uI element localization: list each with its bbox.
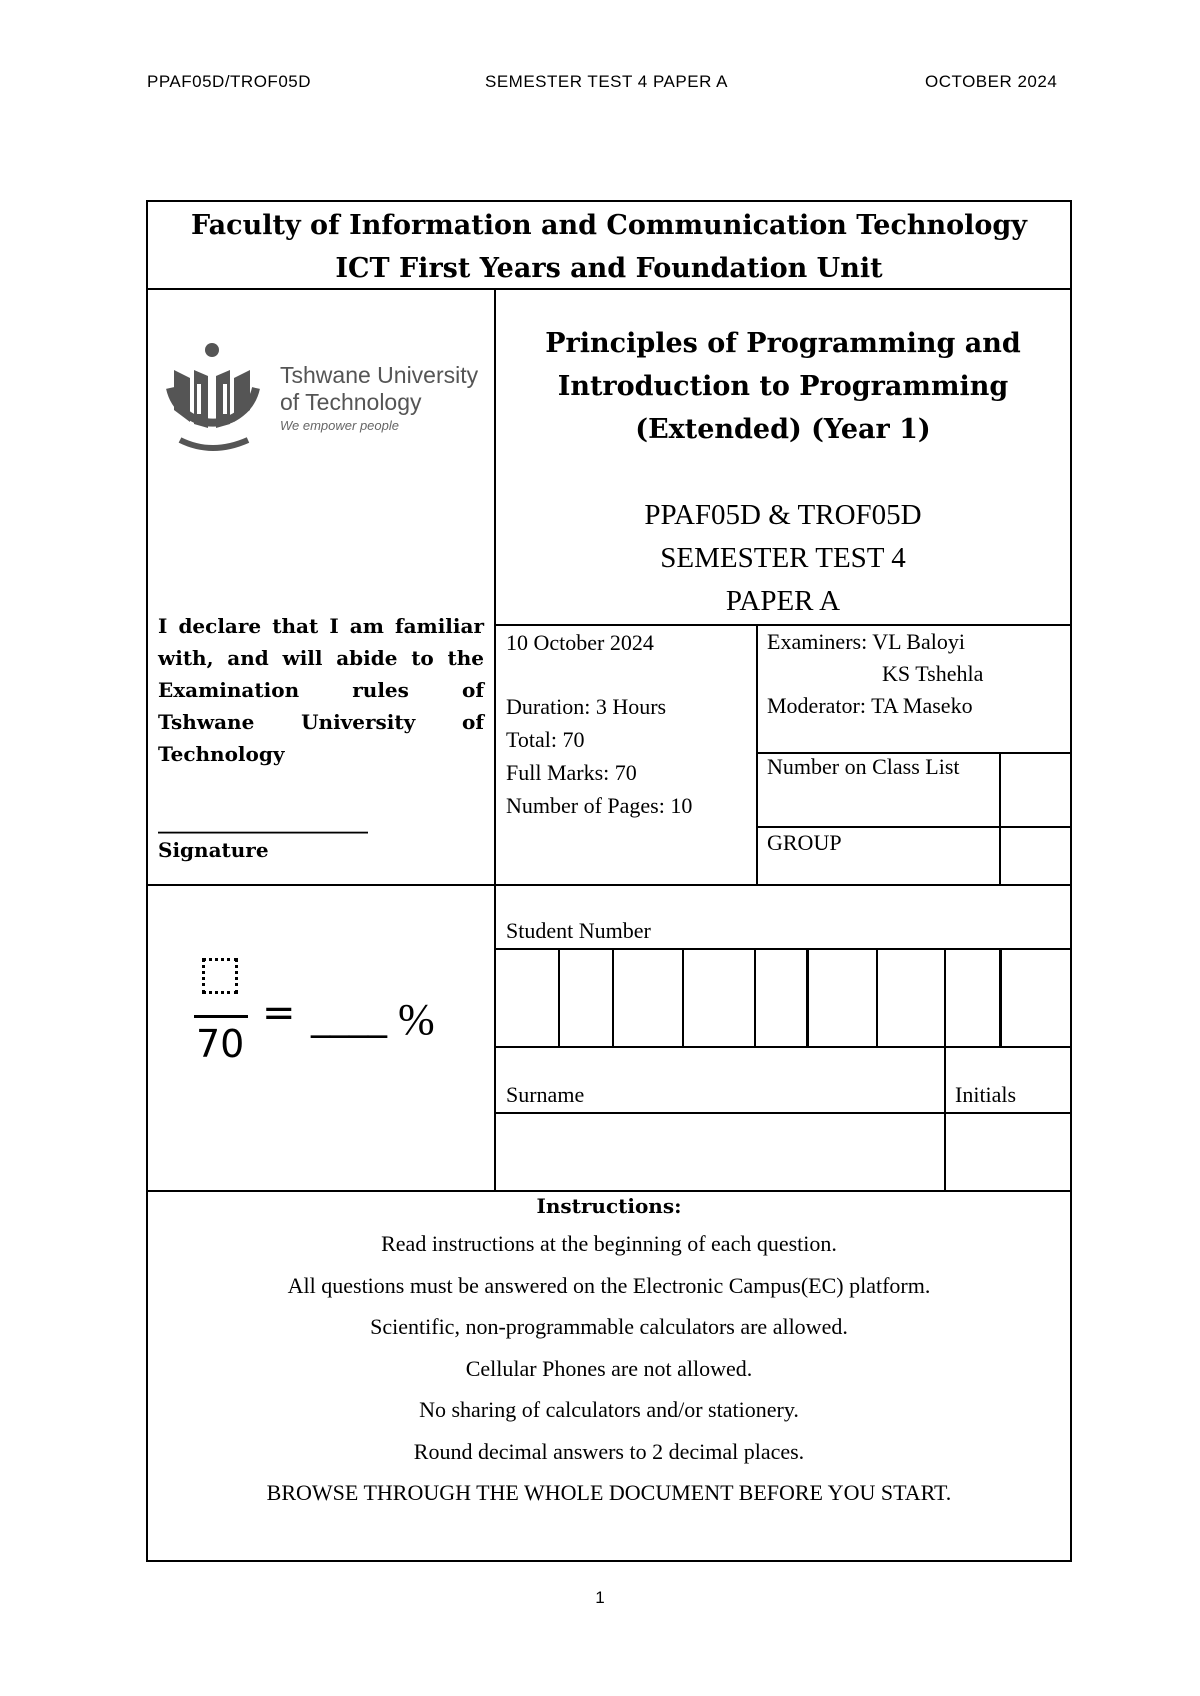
instruction-item: No sharing of calculators and/or stationery. [419, 1397, 799, 1422]
faculty-name: Faculty of Information and Communication Technology [190, 210, 1027, 241]
course-code-block [496, 494, 1070, 623]
header-right: OCTOBER 2024 [925, 72, 1058, 91]
logo-name-line2: of Technology [280, 389, 422, 415]
surname-label: Surname [506, 1082, 585, 1107]
instructions-list [148, 1223, 1070, 1514]
course-title-line3: (Extended) (Year 1) [635, 414, 931, 445]
tut-emblem-icon [160, 340, 270, 452]
logo-name-line1: Tshwane University [280, 362, 479, 388]
unit-name: ICT First Years and Foundation Unit [335, 253, 883, 284]
instruction-item: Read instructions at the beginning of each question. [381, 1231, 837, 1256]
test-name: SEMESTER TEST 4 [660, 542, 906, 574]
page-number: 1 [595, 1588, 605, 1607]
signature-label: Signature [158, 838, 269, 862]
score-box[interactable] [202, 958, 238, 994]
exam-duration: Duration: 3 Hours [506, 694, 667, 719]
exam-total: Total: 70 [506, 727, 585, 752]
initials-field[interactable] [946, 1114, 1070, 1190]
declaration-text: I declare that I am familiar with, and will abide to the Examination rules of Tshwane University of Technology [158, 614, 484, 766]
examiners: Examiners: VL Baloyi [767, 629, 965, 654]
group-box[interactable] [1001, 828, 1071, 886]
exam-pages: Number of Pages: 10 [506, 793, 693, 818]
examiner-2: KS Tshehla [882, 661, 984, 686]
initials-label: Initials [955, 1082, 1017, 1107]
class-list-number-box[interactable] [1001, 754, 1071, 826]
exam-date: 10 October 2024 [506, 630, 654, 655]
instruction-item: Round decimal answers to 2 decimal places. [413, 1438, 805, 1464]
course-title-line1: Principles of Programming and [545, 328, 1021, 359]
student-number-label: Student Number [506, 918, 651, 943]
instructions-heading: Instructions: [536, 1194, 682, 1218]
signature-line[interactable]: _____________________ [158, 810, 368, 834]
instruction-item: Cellular Phones are not allowed. [465, 1355, 753, 1381]
surname-field[interactable] [496, 1114, 944, 1190]
header-left: PPAF05D/TROF05D [147, 72, 312, 91]
exam-full-marks: Full Marks: 70 [506, 760, 637, 785]
percentage-blank[interactable]: ____ [311, 994, 387, 1038]
tut-logo [160, 340, 490, 450]
student-number-boxes[interactable] [496, 950, 1070, 1046]
course-title-line2: Introduction to Programming [557, 371, 1009, 402]
score-equals: = [262, 990, 296, 1036]
header-center: SEMESTER TEST 4 PAPER A [485, 72, 728, 91]
instruction-item: All questions must be answered on the Electronic Campus(EC) platform. [287, 1272, 931, 1298]
group-label: GROUP [767, 830, 842, 855]
class-list-label: Number on Class List [767, 754, 960, 779]
logo-tagline: We empower people [280, 418, 399, 433]
course-code: PPAF05D & TROF05D [644, 499, 922, 531]
percent-sign: % [398, 995, 435, 1044]
score-denominator: 70 [196, 1022, 245, 1066]
exam-staff [767, 626, 983, 722]
exam-details [506, 626, 692, 822]
course-title [496, 322, 1070, 451]
instruction-item: BROWSE THROUGH THE WHOLE DOCUMENT BEFORE YOU START. [266, 1480, 952, 1505]
fraction-bar [194, 1015, 248, 1018]
instruction-item: Scientific, non-programmable calculators are allowed. [370, 1314, 848, 1339]
faculty-title [148, 204, 1070, 290]
moderator: Moderator: TA Maseko [767, 693, 973, 718]
paper-name: PAPER A [725, 585, 841, 617]
